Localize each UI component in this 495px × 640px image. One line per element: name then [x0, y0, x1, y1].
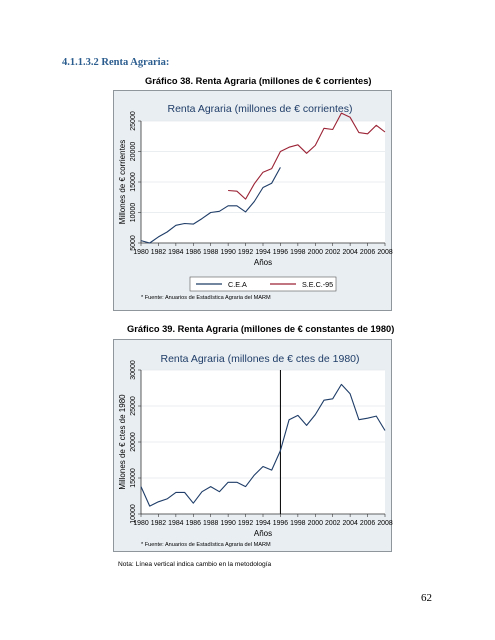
page-number: 62: [421, 592, 432, 604]
source-note: * Fuente: Anuarios de Estadística Agraria del MARM: [141, 542, 271, 548]
x-axis-label: Años: [253, 529, 273, 538]
x-tick-label: 2000: [307, 520, 323, 527]
y-tick-label: 15000: [130, 172, 137, 192]
y-tick-label: 10000: [130, 504, 137, 524]
x-tick-label: 1982: [150, 249, 167, 256]
section-heading: 4.1.1.3.2 Renta Agraria:: [62, 57, 170, 68]
x-tick-label: 2002: [325, 520, 341, 527]
x-tick-label: 1994: [255, 249, 271, 256]
x-tick-label: 1992: [237, 520, 254, 527]
source-note: * Fuente: Anuarios de Estadística Agraria del MARM: [141, 295, 271, 301]
x-tick-label: 2000: [307, 249, 323, 256]
y-tick-label: 25000: [130, 111, 137, 131]
x-tick-label: 2004: [342, 520, 358, 527]
methodology-note: Nota: Línea vertical indica cambio en la metodología: [118, 561, 272, 568]
chart-title: Renta Agraria (millones de € corrientes): [167, 103, 353, 115]
chart-38: [114, 91, 393, 312]
x-tick-label: 1994: [255, 520, 271, 527]
x-tick-label: 1998: [290, 520, 306, 527]
y-tick-label: 25000: [130, 396, 137, 416]
x-tick-label: 1992: [237, 249, 254, 256]
chart-panel-38: [113, 90, 392, 311]
x-tick-label: 1982: [150, 520, 167, 527]
x-tick-label: 1996: [272, 520, 289, 527]
x-tick-label: 1986: [185, 520, 201, 527]
chart-39: [114, 340, 393, 553]
x-axis-label: Años: [253, 258, 273, 267]
y-tick-label: 10000: [130, 202, 137, 223]
x-tick-label: 1980: [133, 520, 149, 527]
x-tick-label: 1988: [203, 520, 219, 527]
x-tick-label: 1996: [272, 249, 289, 256]
y-axis-label: Millones de € corrientes: [118, 139, 127, 225]
figure-caption-38: Gráfico 38. Renta Agraria (millones de € corrientes): [145, 76, 372, 86]
y-tick-label: 20000: [130, 432, 137, 452]
x-tick-label: 1998: [290, 249, 306, 256]
x-tick-label: 1984: [168, 520, 184, 527]
y-tick-label: 20000: [130, 141, 137, 162]
x-tick-label: 1980: [133, 249, 149, 256]
x-tick-label: 1986: [185, 249, 201, 256]
y-tick-label: 5000: [130, 235, 137, 251]
x-tick-label: 2008: [377, 520, 393, 527]
x-tick-label: 2006: [359, 520, 376, 527]
chart-title: Renta Agraria (millones de € ctes de 1980): [160, 353, 360, 365]
legend-label: S.E.C.-95: [302, 280, 334, 289]
y-tick-label: 30000: [130, 360, 137, 380]
x-tick-label: 1990: [220, 520, 236, 527]
x-tick-label: 2002: [325, 249, 341, 256]
x-tick-label: 1990: [220, 249, 236, 256]
x-tick-label: 1988: [203, 249, 219, 256]
x-tick-label: 2008: [377, 249, 393, 256]
x-tick-label: 1984: [168, 249, 184, 256]
legend-label: C.E.A: [228, 280, 247, 289]
y-tick-label: 15000: [130, 468, 137, 488]
figure-caption-39: Gráfico 39. Renta Agraria (millones de € constantes de 1980): [127, 324, 395, 334]
chart-panel-39: [113, 339, 392, 552]
x-tick-label: 2004: [342, 249, 358, 256]
y-axis-label: Millones de € ctes de 1980: [118, 394, 127, 490]
x-tick-label: 2006: [359, 249, 376, 256]
